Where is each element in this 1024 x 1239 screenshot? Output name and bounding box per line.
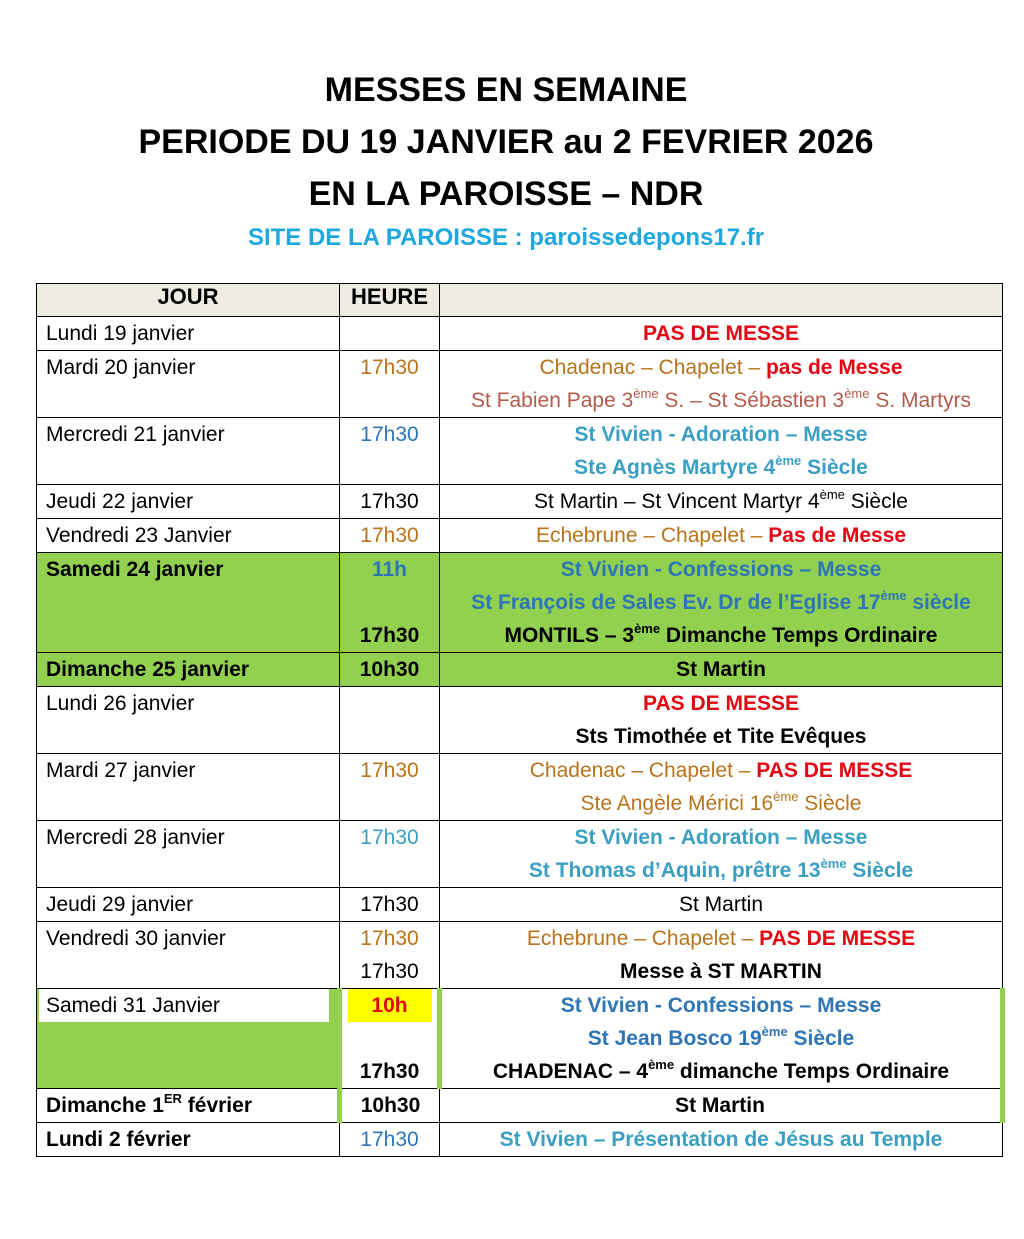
event-line: St Martin – St Vincent Martyr 4ème Siècle bbox=[534, 487, 908, 513]
day-cell: Samedi 31 Janvier bbox=[39, 989, 329, 1022]
day-cell: Jeudi 29 janvier bbox=[46, 893, 194, 916]
title-line-1: MESSES EN SEMAINE bbox=[324, 71, 688, 109]
event-line: St Vivien – Présentation de Jésus au Temple bbox=[499, 1128, 943, 1151]
event-line: PAS DE MESSE bbox=[643, 322, 799, 345]
hour-cell: 17h30 bbox=[360, 524, 419, 547]
event-line: MONTILS – 3ème Dimanche Temps Ordinaire bbox=[504, 621, 938, 647]
title-line-3: EN LA PAROISSE – NDR bbox=[308, 175, 704, 213]
table-row bbox=[37, 317, 1003, 351]
event-line: Chadenac – Chapelet – PAS DE MESSE bbox=[529, 759, 913, 782]
table-row bbox=[37, 821, 1003, 888]
table-row bbox=[37, 519, 1003, 553]
table-row bbox=[37, 553, 1003, 653]
hour-cell: 17h30 bbox=[360, 423, 419, 446]
day-cell: Mardi 27 janvier bbox=[46, 759, 196, 782]
hour-cell: 10h30 bbox=[360, 1094, 421, 1117]
table-row bbox=[37, 351, 1003, 418]
event-line: St Vivien - Adoration – Messe bbox=[574, 826, 868, 849]
hour-cell: 17h30 bbox=[360, 1128, 419, 1151]
event-line: St Martin bbox=[675, 1094, 765, 1117]
event-line: Chadenac – Chapelet – pas de Messe bbox=[539, 356, 903, 379]
day-cell: Mercredi 28 janvier bbox=[46, 826, 225, 849]
table-row bbox=[37, 418, 1003, 485]
day-cell: Dimanche 1ER février bbox=[46, 1091, 252, 1117]
day-cell: Lundi 2 février bbox=[46, 1128, 191, 1151]
day-cell: Samedi 24 janvier bbox=[46, 558, 224, 581]
event-line: St Martin bbox=[676, 658, 766, 681]
table-row bbox=[37, 653, 1003, 687]
event-line: St Thomas d’Aquin, prêtre 13ème Siècle bbox=[528, 856, 914, 882]
day-cell: Lundi 26 janvier bbox=[46, 692, 195, 715]
event-line: St Martin bbox=[678, 893, 764, 916]
event-line: St Vivien - Adoration – Messe bbox=[574, 423, 868, 446]
header-blank bbox=[440, 284, 1003, 317]
table-row bbox=[37, 1123, 1003, 1157]
hour-cell: 17h30 bbox=[360, 927, 419, 950]
event-line: Echebrune – Chapelet – Pas de Messe bbox=[535, 524, 907, 547]
table-row bbox=[37, 485, 1003, 519]
title-line-2: PERIODE DU 19 JANVIER au 2 FEVRIER 2026 bbox=[138, 123, 874, 161]
hour-cell: 17h30 bbox=[360, 826, 419, 849]
event-line: Sts Timothée et Tite Evêques bbox=[575, 725, 867, 748]
day-cell: Mardi 20 janvier bbox=[46, 356, 196, 379]
header-heure: HEURE bbox=[340, 284, 440, 317]
event-line: Ste Agnès Martyre 4ème Siècle bbox=[574, 453, 868, 479]
table-row bbox=[37, 754, 1003, 821]
event-line: St Vivien - Confessions – Messe bbox=[560, 994, 882, 1017]
hour-cell: 17h30 bbox=[360, 759, 419, 782]
table-row bbox=[37, 989, 1003, 1089]
day-cell: Vendredi 23 Janvier bbox=[46, 524, 232, 547]
event-line: Messe à ST MARTIN bbox=[620, 960, 822, 983]
hour-cell: 17h30 bbox=[359, 1060, 420, 1083]
event-line: PAS DE MESSE bbox=[643, 692, 799, 715]
event-line: CHADENAC – 4ème dimanche Temps Ordinaire bbox=[492, 1057, 950, 1083]
parish-site-link[interactable]: SITE DE LA PAROISSE : paroissedepons17.fr bbox=[247, 224, 765, 251]
event-line: St François de Sales Ev. Dr de l’Eglise 17ème siècle bbox=[471, 588, 971, 614]
table-row bbox=[37, 922, 1003, 989]
day-cell: Mercredi 21 janvier bbox=[46, 423, 225, 446]
hour-cell: 17h30 bbox=[360, 893, 419, 916]
table-header-row bbox=[37, 284, 1003, 317]
day-cell: Lundi 19 janvier bbox=[46, 322, 195, 345]
table-row bbox=[37, 687, 1003, 754]
event-line: Ste Angèle Mérici 16ème Siècle bbox=[580, 789, 862, 815]
mass-schedule-table bbox=[36, 283, 1005, 1157]
hour-cell: 17h30 bbox=[360, 490, 419, 513]
hour-cell: 11h bbox=[371, 558, 408, 581]
day-cell: Dimanche 25 janvier bbox=[46, 658, 250, 681]
hour-cell: 17h30 bbox=[360, 960, 419, 983]
header-jour: JOUR bbox=[37, 284, 340, 317]
table-row bbox=[37, 1089, 1003, 1123]
event-line: St Vivien - Confessions – Messe bbox=[560, 558, 882, 581]
day-cell: Jeudi 22 janvier bbox=[46, 490, 194, 513]
event-line: Echebrune – Chapelet – PAS DE MESSE bbox=[526, 927, 916, 950]
hour-cell: 10h bbox=[342, 989, 437, 1022]
hour-cell: 17h30 bbox=[360, 356, 419, 379]
table-row bbox=[37, 888, 1003, 922]
hour-cell: 17h30 bbox=[359, 624, 420, 647]
event-line: St Fabien Pape 3ème S. – St Sébastien 3ème S. Martyrs bbox=[470, 386, 971, 412]
event-line: St Jean Bosco 19ème Siècle bbox=[587, 1024, 855, 1050]
day-cell: Vendredi 30 janvier bbox=[46, 927, 226, 950]
hour-cell: 10h30 bbox=[359, 658, 420, 681]
